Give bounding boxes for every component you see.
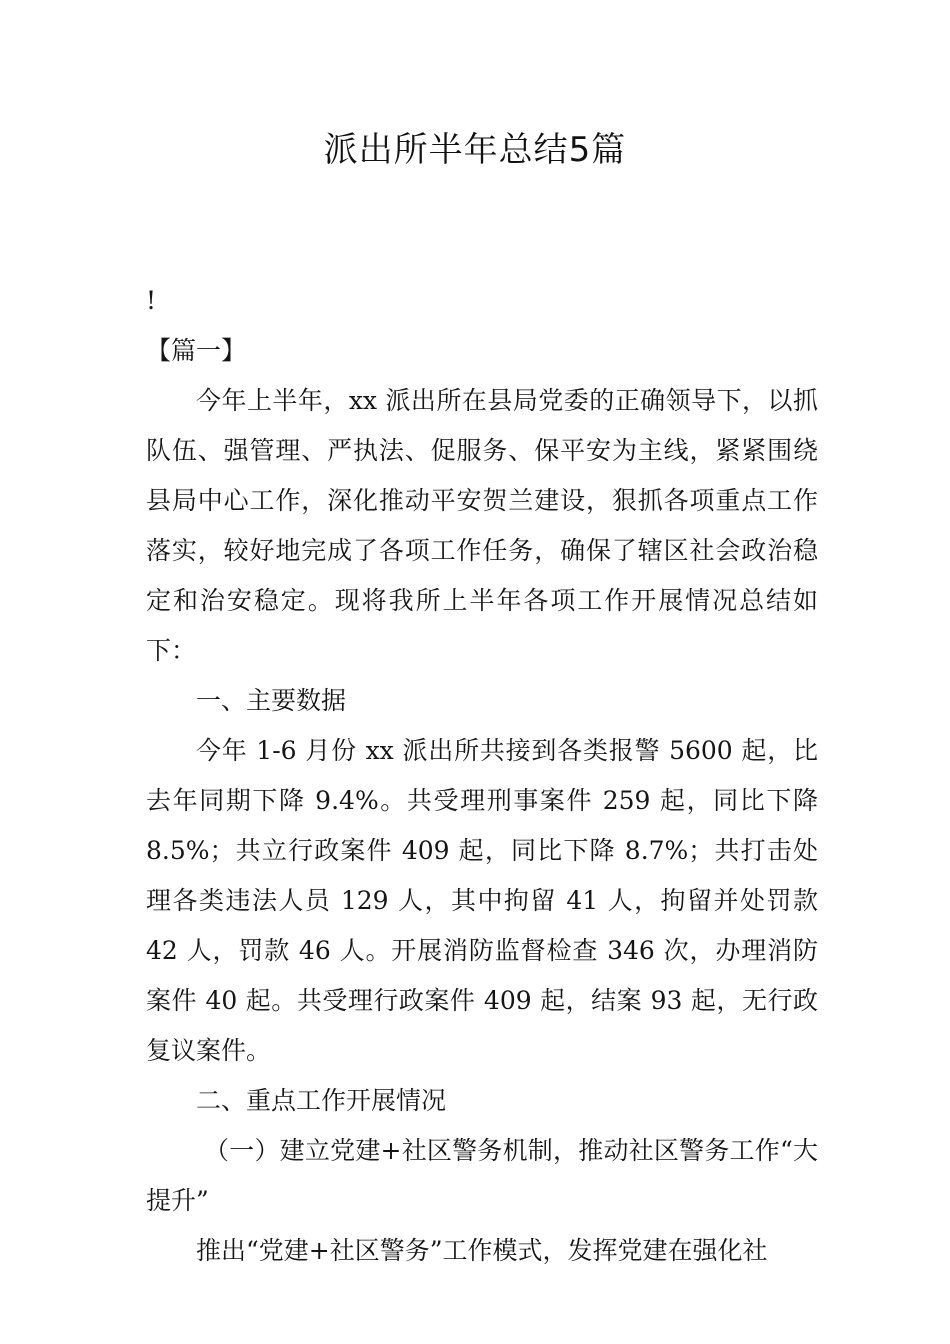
document-title: 派出所半年总结5篇 — [323, 130, 627, 170]
exclamation-mark: ! — [146, 286, 157, 315]
data-paragraph: 今年 1-6 月份 xx 派出所共接到各类报警 5600 起，比去年同期下降 9.4%。共受理刑事案件 259 起，同比下降 8.5%；共立行政案件 409 起，同比下降 8.7%；共打击处理各类违法人员 129 人，其中拘留 41 人，拘留并处罚款 42 人，罚款 46 人。开展消防监督检查 346 次，办理消防案件 40 起。共受理行政案件 409 起，结案 93 起，无行政复议案件。 — [146, 736, 818, 1065]
last-paragraph: 推出“党建+社区警务”工作模式，发挥党建在强化社 — [196, 1236, 768, 1265]
heading-key-work: 二、重点工作开展情况 — [196, 1086, 447, 1115]
subheading-party-building: （一）建立党建+社区警务机制，推动社区警务工作“大提升” — [146, 1136, 818, 1215]
heading-main-data: 一、主要数据 — [196, 686, 347, 715]
intro-paragraph: 今年上半年，xx 派出所在县局党委的正确领导下，以抓队伍、强管理、严执法、促服务、保平安为主线，紧紧围绕县局中心工作，深化推动平安贺兰建设，狠抓各项重点工作落实，较好地完成了各项工作任务，确保了辖区社会政治稳定和治安稳定。现将我所上半年各项工作开展情况总结如下： — [146, 386, 818, 665]
document-body — [146, 276, 818, 1276]
section-label: 【篇一】 — [146, 336, 247, 365]
